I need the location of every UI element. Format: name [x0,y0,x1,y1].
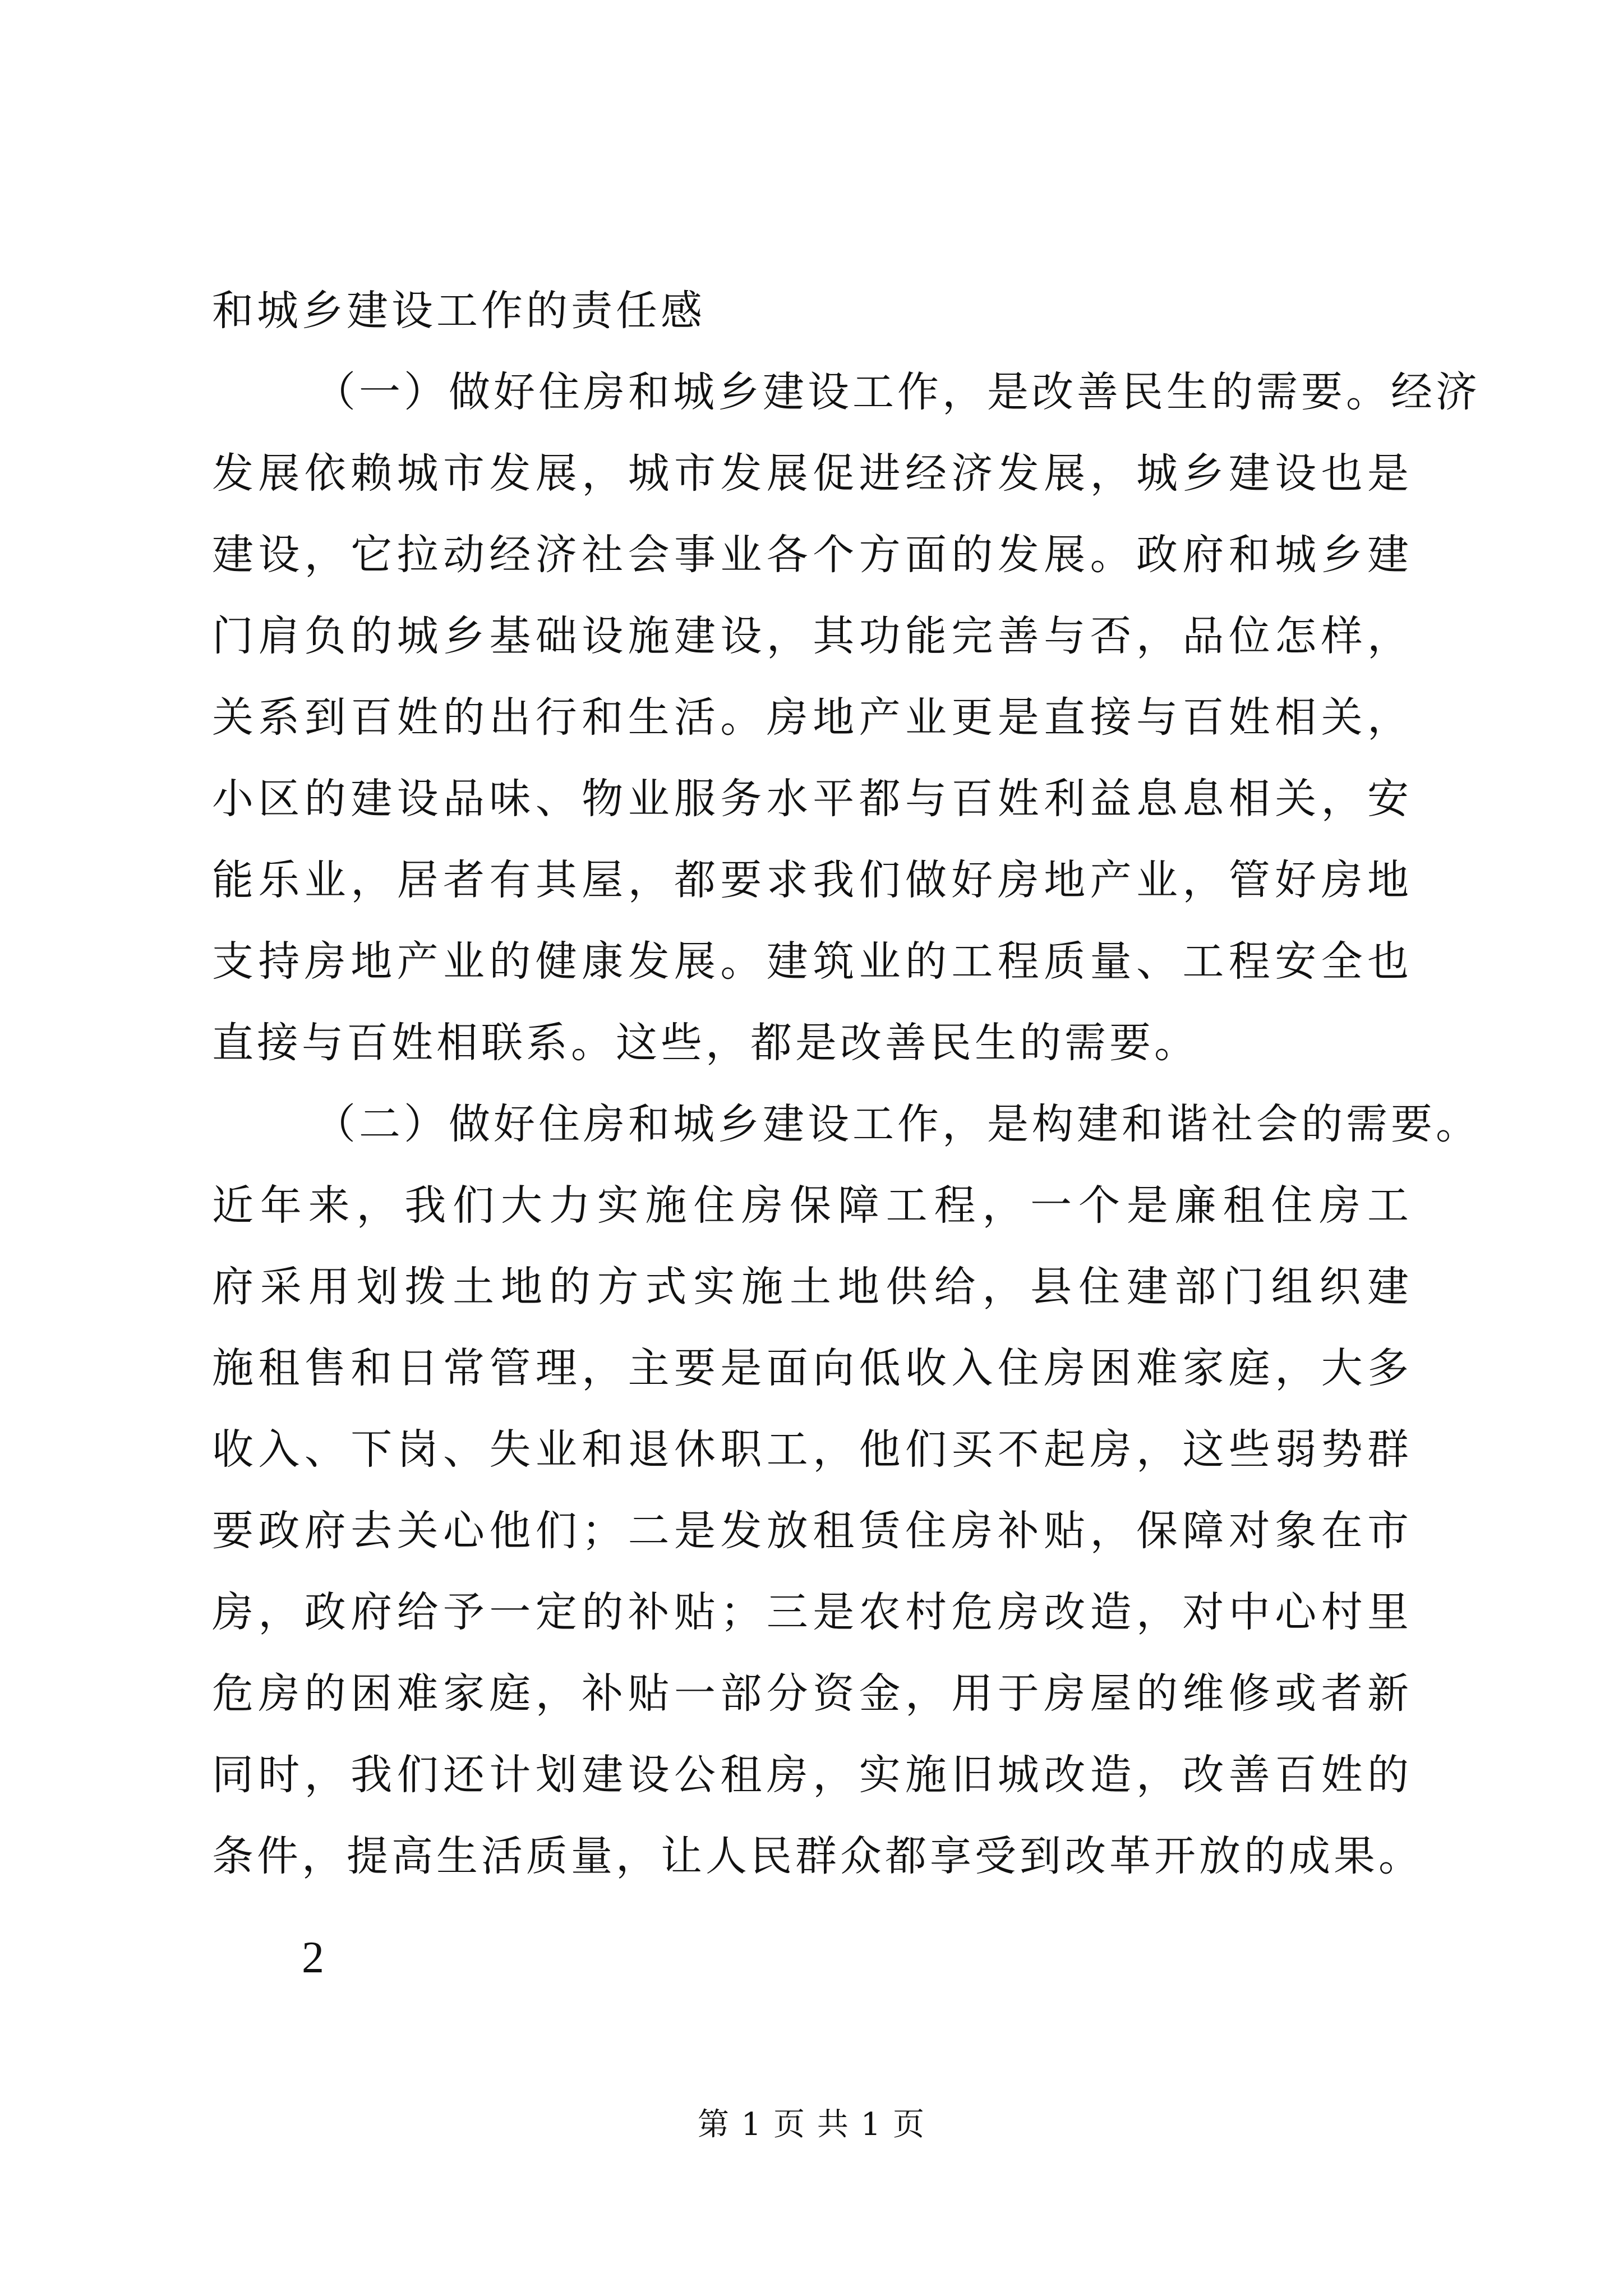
paragraph-line: 直接与百姓相联系。这些，都是改善民生的需要。 [212,1019,1199,1067]
paragraph-line: 房，政府给予一定的补贴；三是农村危房改造，对中心村里 [212,1588,1412,1636]
heading-tail: 和城乡建设工作的责任感 [212,287,706,335]
paragraph-line: 支持房地产业的健康发展。建筑业的工程质量、工程安全也 [212,937,1412,986]
paragraph-line: 能乐业，居者有其屋，都要求我们做好房地产业，管好房地 [212,856,1412,904]
document-body [212,270,1481,1897]
paragraph-line: （一）做好住房和城乡建设工作，是改善民生的需要。经济 [314,368,1481,416]
paragraph-line: 收入、下岗、失业和退休职工，他们买不起房，这些弱势群 [212,1425,1412,1474]
paragraph-line: 府采用划拨土地的方式实施土地供给，县住建部门组织建 [212,1263,1412,1311]
paragraph-line: 关系到百姓的出行和生活。房地产业更是直接与百姓相关， [212,693,1412,742]
paragraph-line: 条件，提高生活质量，让人民群众都享受到改革开放的成果。 [212,1832,1423,1880]
paragraph-line: 近年来，我们大力实施住房保障工程，一个是廉租住房工 [212,1181,1412,1230]
paragraph-line: 发展依赖城市发展，城市发展促进经济发展，城乡建设也是 [212,449,1412,498]
paragraph-line: 同时，我们还计划建设公租房，实施旧城改造，改善百姓的 [212,1751,1412,1799]
paragraph-line: 建设，它拉动经济社会事业各个方面的发展。政府和城乡建 [212,531,1412,579]
page-footer: 第 1 页 共 1 页 [697,2106,926,2143]
paragraph-2 [212,1084,1481,1897]
paragraph-line: （二）做好住房和城乡建设工作，是构建和谐社会的需要。 [314,1100,1481,1148]
paragraph-line: 小区的建设品味、物业服务水平都与百姓利益息息相关，安 [212,775,1412,823]
paragraph-line: 施租售和日常管理，主要是面向低收入住房困难家庭，大多 [212,1344,1412,1392]
paragraph-1 [212,352,1481,1084]
paragraph-line: 门肩负的城乡基础设施建设，其功能完善与否，品位怎样， [212,612,1412,660]
paragraph-line: 要政府去关心他们；二是发放租赁住房补贴，保障对象在市 [212,1507,1412,1555]
paragraph-line: 危房的困难家庭，补贴一部分资金，用于房屋的维修或者新 [212,1669,1412,1718]
inline-page-number: 2 [302,1933,324,1982]
